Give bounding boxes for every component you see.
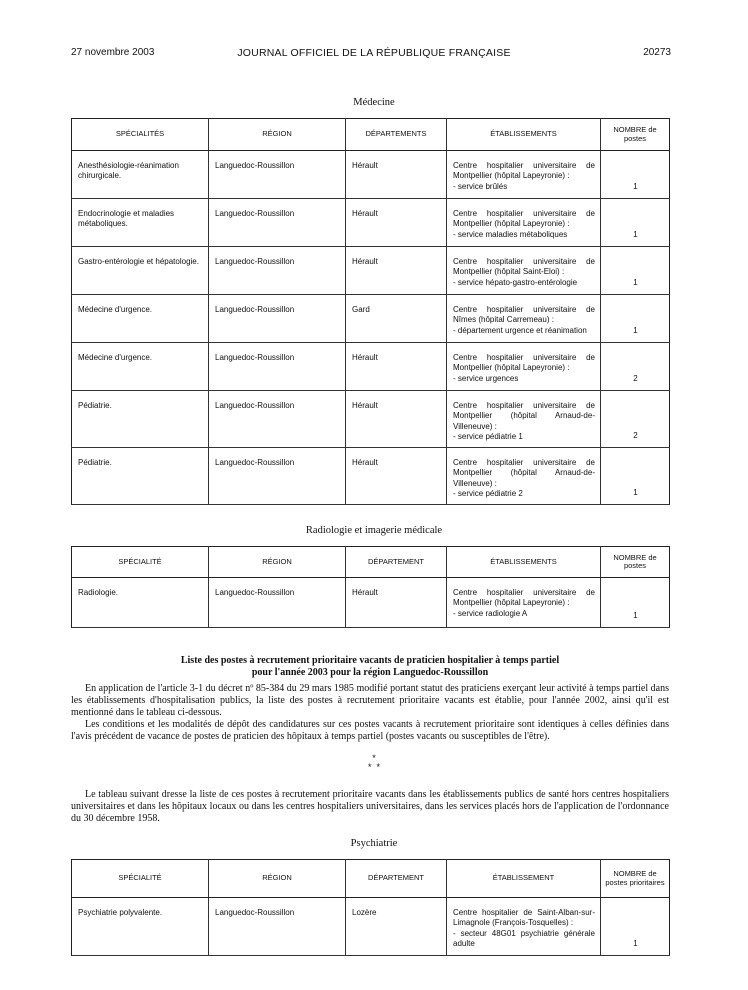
table-row — [72, 578, 670, 628]
cell-specialite: Pédiatrie. — [72, 391, 209, 448]
cell-departement: Hérault — [346, 578, 447, 628]
column-header-etablissement: ÉTABLISSEMENTS — [447, 547, 601, 578]
column-header-nombre: NOMBRE de postes — [601, 547, 670, 578]
cell-etablissement — [447, 391, 601, 448]
paragraph-2: Les conditions et les modalités de dépôt des candidatures sur ces postes vacants à recrutement prioritaire sont identiques à celles définies dans l'avis précédent de vacance de postes de praticien des hôpitaux à temps partiel (postes vacants ou susceptibles de l'être). — [71, 719, 669, 742]
column-header-region: RÉGION — [209, 860, 346, 898]
table-row — [72, 295, 670, 343]
column-header-specialite: SPÉCIALITÉ — [72, 547, 209, 578]
column-header-specialite: SPÉCIALITÉS — [72, 119, 209, 151]
cell-specialite: Pédiatrie. — [72, 448, 209, 505]
cell-region: Languedoc-Roussillon — [209, 391, 346, 448]
etablissement-name: Centre hospitalier universitaire de Montpellier (hôpital Arnaud-de-Villeneuve) : — [453, 401, 595, 431]
cell-specialite: Radiologie. — [72, 578, 209, 628]
cell-nombre: 2 — [601, 391, 670, 448]
cell-etablissement — [447, 151, 601, 199]
journal-title: JOURNAL OFFICIEL DE LA RÉPUBLIQUE FRANÇAISE — [237, 47, 511, 59]
cell-nombre: 1 — [601, 151, 670, 199]
header-date: 27 novembre 2003 — [71, 47, 155, 58]
page-number: 20273 — [643, 47, 671, 58]
cell-region: Languedoc-Roussillon — [209, 247, 346, 295]
separator-stars: * * * — [367, 753, 380, 772]
section-title-radiologie: Radiologie et imagerie médicale — [305, 525, 443, 536]
cell-nombre: 1 — [601, 199, 670, 247]
cell-departement: Hérault — [346, 343, 447, 391]
column-header-departement: DÉPARTEMENT — [346, 547, 447, 578]
cell-specialite: Anesthésiologie-réanimation chirurgicale. — [72, 151, 209, 199]
etablissement-service: - département urgence et réanimation — [453, 325, 587, 335]
etablissement-name: Centre hospitalier universitaire de Montpellier (hôpital Lapeyronie) : — [453, 353, 595, 373]
column-header-etablissement: ÉTABLISSEMENT — [447, 860, 601, 898]
table-medecine — [71, 118, 670, 505]
table-row — [72, 199, 670, 247]
etablissement-service: - service hépato-gastro-entérologie — [453, 277, 578, 287]
cell-region: Languedoc-Roussillon — [209, 448, 346, 505]
etablissement-service: - service maladies métaboliques — [453, 229, 568, 239]
cell-departement: Hérault — [346, 199, 447, 247]
cell-departement: Hérault — [346, 151, 447, 199]
cell-region: Languedoc-Roussillon — [209, 295, 346, 343]
cell-etablissement — [447, 448, 601, 505]
cell-region: Languedoc-Roussillon — [209, 898, 346, 956]
etablissement-service: - service urgences — [453, 373, 519, 383]
cell-departement: Hérault — [346, 391, 447, 448]
table-radiologie — [71, 546, 670, 628]
cell-nombre: 1 — [601, 247, 670, 295]
cell-etablissement — [447, 295, 601, 343]
table-row — [72, 247, 670, 295]
cell-departement: Gard — [346, 295, 447, 343]
cell-nombre: 1 — [601, 295, 670, 343]
etablissement-name: Centre hospitalier universitaire de Montpellier (hôpital Lapeyronie) : — [453, 588, 595, 608]
cell-specialite: Psychiatrie polyvalente. — [72, 898, 209, 956]
column-header-region: RÉGION — [209, 119, 346, 151]
etablissement-name: Centre hospitalier universitaire de Montpellier (hôpital Lapeyronie) : — [453, 161, 595, 181]
cell-etablissement — [447, 578, 601, 628]
cell-etablissement — [447, 199, 601, 247]
column-header-departement: DÉPARTEMENTS — [346, 119, 447, 151]
column-header-nombre: NOMBRE de postes — [601, 119, 670, 151]
section-title-psychiatrie: Psychiatrie — [350, 838, 398, 849]
cell-specialite: Gastro-entérologie et hépatologie. — [72, 247, 209, 295]
etablissement-name: Centre hospitalier universitaire de Montpellier (hôpital Arnaud-de-Villeneuve) : — [453, 458, 595, 488]
table-row — [72, 898, 670, 956]
table-row — [72, 343, 670, 391]
etablissement-service: - service radiologie A — [453, 608, 528, 618]
cell-region: Languedoc-Roussillon — [209, 578, 346, 628]
cell-nombre: 2 — [601, 343, 670, 391]
cell-nombre: 1 — [601, 578, 670, 628]
cell-specialite: Médecine d'urgence. — [72, 295, 209, 343]
etablissement-service: - service pédiatrie 2 — [453, 489, 523, 499]
column-header-nombre: NOMBRE de postes prioritaires — [601, 860, 670, 898]
cell-nombre: 1 — [601, 448, 670, 505]
cell-specialite: Endocrinologie et maladies métaboliques. — [72, 199, 209, 247]
etablissement-service: - service brûlés — [453, 181, 508, 191]
cell-etablissement — [447, 247, 601, 295]
liste-title — [71, 655, 669, 678]
cell-region: Languedoc-Roussillon — [209, 151, 346, 199]
column-header-etablissement: ÉTABLISSEMENTS — [447, 119, 601, 151]
paragraph-3: Le tableau suivant dresse la liste de ces postes à recrutement prioritaire vacants dans les établissements publics de santé hors centres hospitaliers universitaires et dans les hôpitaux locaux ou dans les centres hospitaliers universitaires, dans les services placés hors de l'application de l'ordonnance du 30 décembre 1958. — [71, 789, 669, 824]
cell-etablissement — [447, 898, 601, 956]
cell-departement: Hérault — [346, 448, 447, 505]
table-row — [72, 151, 670, 199]
cell-specialite: Médecine d'urgence. — [72, 343, 209, 391]
liste-title-line1: Liste des postes à recrutement prioritaire vacants de praticien hospitalier à temps partiel — [180, 655, 560, 666]
cell-nombre: 1 — [601, 898, 670, 956]
section-title-medecine: Médecine — [353, 97, 395, 108]
etablissement-service: - service pédiatrie 1 — [453, 432, 523, 442]
table-row — [72, 391, 670, 448]
table-psychiatrie — [71, 859, 670, 956]
etablissement-service: - secteur 48G01 psychiatrie générale adulte — [453, 928, 595, 949]
cell-departement: Lozère — [346, 898, 447, 956]
table-row — [72, 448, 670, 505]
cell-region: Languedoc-Roussillon — [209, 343, 346, 391]
liste-title-line2: pour l'année 2003 pour la région Languedoc-Roussillon — [251, 666, 489, 678]
column-header-specialite: SPÉCIALITÉ — [72, 860, 209, 898]
paragraph-1: En application de l'article 3-1 du décret nº 85-384 du 29 mars 1985 modifié portant statut des praticiens exerçant leur activité à temps partiel dans les établissements d'hospitalisation publics, la liste des postes à recrutement prioritaire vacants est établie, pour l'année 2002, ainsi qu'il est mentionné dans le tableau ci-dessous. — [71, 683, 669, 718]
etablissement-name: Centre hospitalier universitaire de Montpellier (hôpital Saint-Eloi) : — [453, 257, 595, 277]
column-header-region: RÉGION — [209, 547, 346, 578]
cell-etablissement — [447, 343, 601, 391]
etablissement-name: Centre hospitalier de Saint-Alban-sur-Limagnole (François-Tosquelles) : — [453, 908, 595, 928]
column-header-departement: DÉPARTEMENT — [346, 860, 447, 898]
cell-region: Languedoc-Roussillon — [209, 199, 346, 247]
cell-departement: Hérault — [346, 247, 447, 295]
etablissement-name: Centre hospitalier universitaire de Nîmes (hôpital Carremeau) : — [453, 305, 595, 325]
etablissement-name: Centre hospitalier universitaire de Montpellier (hôpital Lapeyronie) : — [453, 209, 595, 229]
